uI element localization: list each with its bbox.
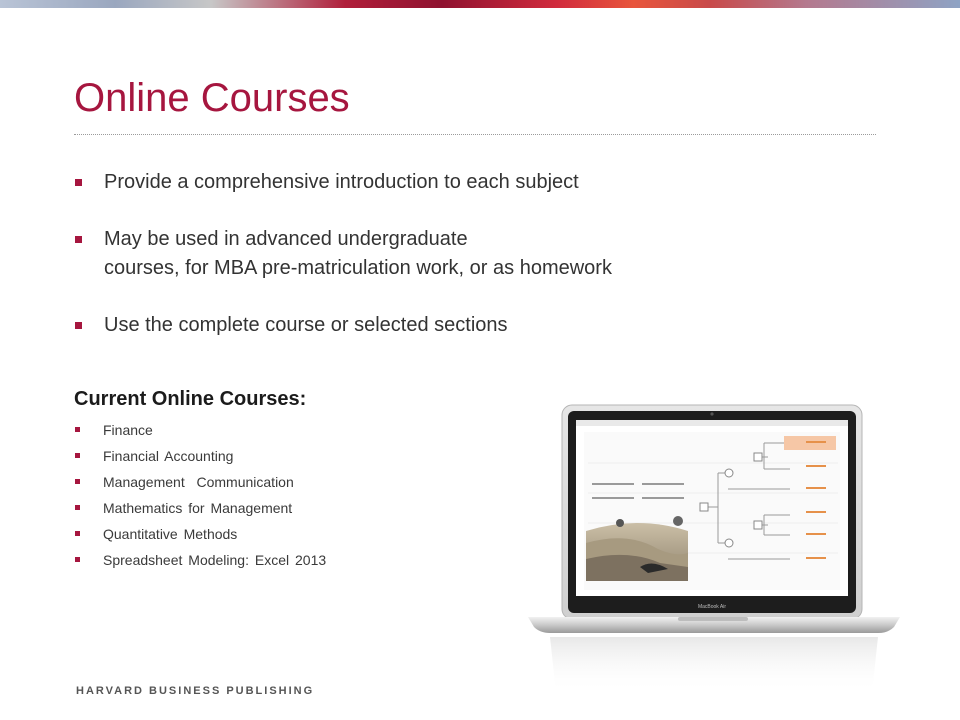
bullet-item <box>74 311 794 340</box>
top-accent-bar <box>0 0 960 8</box>
courses-heading: Current Online Courses: <box>74 388 307 410</box>
course-name: Financial Accounting <box>103 448 234 464</box>
course-name: Quantitative Methods <box>103 526 238 542</box>
bullet-item <box>74 225 794 283</box>
square-bullet-icon <box>75 427 80 432</box>
course-item <box>74 446 326 472</box>
course-list <box>74 420 326 576</box>
laptop-brand-label: MacBook Air <box>697 604 727 610</box>
square-bullet-icon <box>75 453 80 458</box>
course-item <box>74 550 326 576</box>
course-name: Management Communication <box>103 474 294 490</box>
square-bullet-icon <box>75 236 82 243</box>
laptop-icon <box>528 403 900 693</box>
course-item <box>74 472 326 498</box>
slide-title: Online Courses <box>74 76 350 120</box>
title-divider <box>74 134 876 135</box>
laptop-illustration <box>528 403 900 693</box>
course-name: Spreadsheet Modeling: Excel 2013 <box>103 552 327 568</box>
course-item <box>74 498 326 524</box>
square-bullet-icon <box>75 322 82 329</box>
footer-brand: HARVARD BUSINESS PUBLISHING <box>76 685 315 697</box>
bullet-text: Provide a comprehensive introduction to each subject <box>104 171 579 193</box>
bullet-text: courses, for MBA pre-matriculation work, or as homework <box>104 257 612 279</box>
square-bullet-icon <box>75 479 80 484</box>
course-name: Mathematics for Management <box>103 500 293 516</box>
course-item <box>74 524 326 550</box>
course-item <box>74 420 326 446</box>
square-bullet-icon <box>75 557 80 562</box>
bullet-item <box>74 168 794 197</box>
bullet-text: Use the complete course or selected sections <box>104 314 508 336</box>
square-bullet-icon <box>75 505 80 510</box>
main-bullet-list <box>74 168 794 368</box>
square-bullet-icon <box>75 179 82 186</box>
course-name: Finance <box>103 422 153 438</box>
bullet-text: May be used in advanced undergraduate <box>104 228 468 250</box>
square-bullet-icon <box>75 531 80 536</box>
